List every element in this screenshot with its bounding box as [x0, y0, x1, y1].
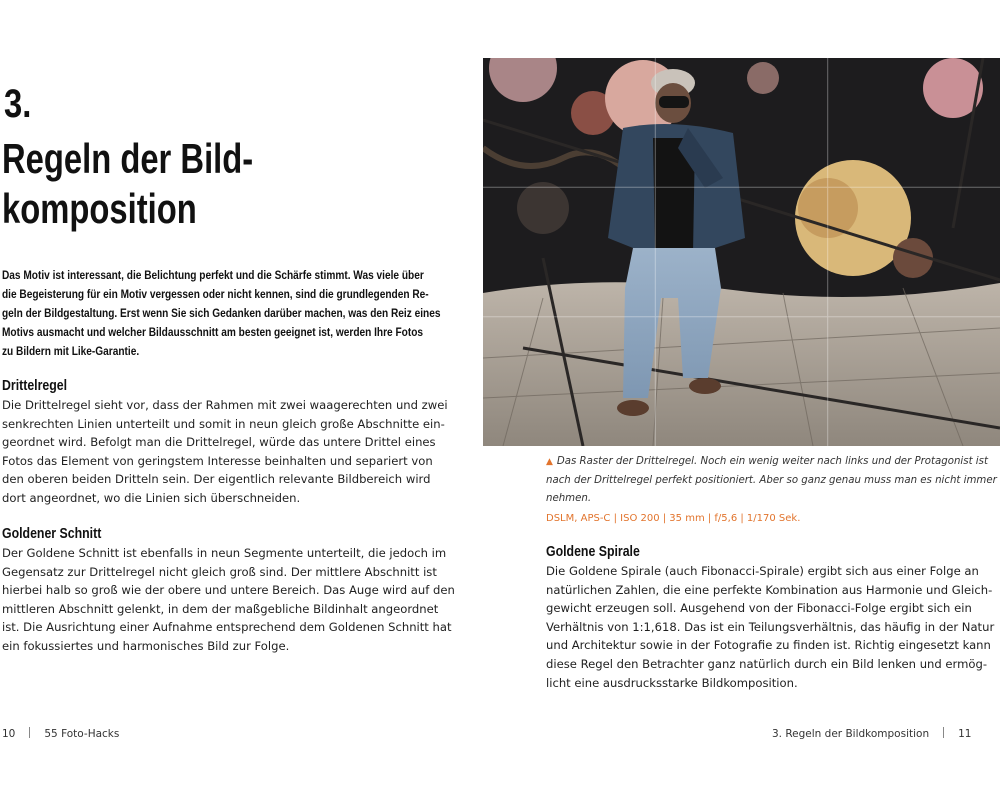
body-line: mittleren Abschnitt gelenkt, in dem der maßgebliche Bildinhalt angeordnet [2, 601, 439, 616]
section-body-drittelregel [2, 396, 448, 508]
body-line: gewicht erzeugen soll. Ausgehend von der Fibonacci-Folge ergibt sich ein [546, 601, 972, 616]
left-page [0, 0, 480, 800]
body-line: Die Drittelregel sieht vor, dass der Rahmen mit zwei waagerechten und zwei [2, 398, 448, 412]
body-line: den oberen beiden Dritteln sein. Der eigentlich relevante Bildbereich wird [2, 472, 431, 487]
body-line: Der Goldene Schnitt ist ebenfalls in neun Segmente unterteilt, die jedoch im [2, 546, 447, 560]
body-line: Verhältnis von 1:1,618. Das ist ein Teilungsverhältnis, das häufig in der Natur [546, 619, 995, 634]
chapter-title-line: Regeln der Bild- [2, 135, 254, 182]
body-line: ein fokussiertes und harmonisches Bild zur Folge. [2, 638, 290, 653]
triangle-up-icon: ▲ [546, 457, 553, 467]
camera-settings: DSLM, APS-C | ISO 200 | 35 mm | f/5,6 | 1/170 Sek. [546, 513, 801, 524]
footer-divider [943, 727, 944, 738]
body-line: und Architektur sowie in der Fotografie zu finden ist. Richtig eingesetzt kann [546, 638, 991, 653]
book-title: 55 Foto-Hacks [44, 728, 120, 740]
page-number: 11 [958, 728, 972, 740]
body-line: geordnet wird. Befolgt man die Drittelregel, würde das untere Drittel eines [2, 435, 436, 450]
body-line: Die Goldene Spirale (auch Fibonacci-Spirale) ergibt sich aus einer Folge an [546, 564, 979, 578]
section-heading-goldene-spirale: Goldene Spirale [546, 544, 640, 560]
right-footer [772, 727, 971, 741]
right-page [483, 0, 1000, 800]
body-line: diese Regel den Betrachter ganz natürlich durch ein Bild lenken und ermög- [546, 656, 988, 671]
body-line: licht eine ausdrucksstarke Bildkomposition. [546, 675, 798, 690]
chapter-number: 3. [4, 82, 32, 126]
body-line: Gegensatz zur Drittelregel nicht gleich groß sind. Der mittlere Abschnitt ist [2, 564, 437, 579]
body-line: ist. Die Ausrichtung einer Aufnahme entsprechend dem Goldenen Schnitt hat [2, 620, 452, 635]
photo-caption [546, 453, 997, 509]
caption-line-text: Das Raster der Drittelregel. Noch ein wenig weiter nach links und der Protagonist ist [556, 456, 988, 467]
body-line: Fotos das Element von geringstem Interesse beinhalten und separiert von [2, 453, 433, 468]
caption-line [546, 453, 988, 472]
page-number: 10 [2, 728, 16, 740]
section-heading-drittelregel: Drittelregel [2, 378, 68, 394]
intro-line: geln der Bildgestaltung. Erst wenn Sie sich Gedanken darüber machen, was den Reiz eines [2, 306, 441, 320]
intro-line: Das Motiv ist interessant, die Belichtung perfekt und die Schärfe stimmt. Was viele über [2, 268, 424, 282]
body-line: senkrechten Linien unterteilt und somit in neun gleich große Abschnitte ein- [2, 416, 445, 431]
photo-selfie-mirror [483, 58, 1000, 446]
intro-line: die Begeisterung für ein Motiv vergessen oder nicht kennen, sind die grundlegenden Re- [2, 287, 429, 301]
caption-line: nehmen. [546, 493, 592, 504]
caption-line: nach der Drittelregel perfekt positioniert. Aber so ganz genau muss man es nicht immer [546, 474, 997, 486]
footer-divider [29, 727, 30, 738]
intro-paragraph [2, 266, 441, 361]
chapter-title [2, 134, 408, 234]
intro-line: zu Bildern mit Like-Garantie. [2, 344, 140, 358]
body-line: natürlichen Zahlen, die eine perfekte Kombination aus Harmonie und Gleich- [546, 582, 993, 597]
chapter-label: 3. Regeln der Bildkomposition [772, 728, 930, 740]
section-body-goldene-spirale [546, 562, 995, 692]
photo-image-icon [483, 58, 1000, 446]
chapter-title-line: komposition [2, 185, 197, 232]
section-heading-goldener-schnitt: Goldener Schnitt [2, 526, 102, 542]
body-line: hierbei halb so groß wie der obere und untere Bereich. Das Auge wird auf den [2, 583, 455, 598]
section-body-goldener-schnitt [2, 544, 455, 656]
intro-line: Motivs ausmacht und welcher Bildausschnitt am besten geeignet ist, werden Ihre Fotos [2, 325, 424, 339]
left-footer [2, 727, 119, 741]
body-line: dort angeordnet, wo die Linien sich überschneiden. [2, 490, 301, 505]
